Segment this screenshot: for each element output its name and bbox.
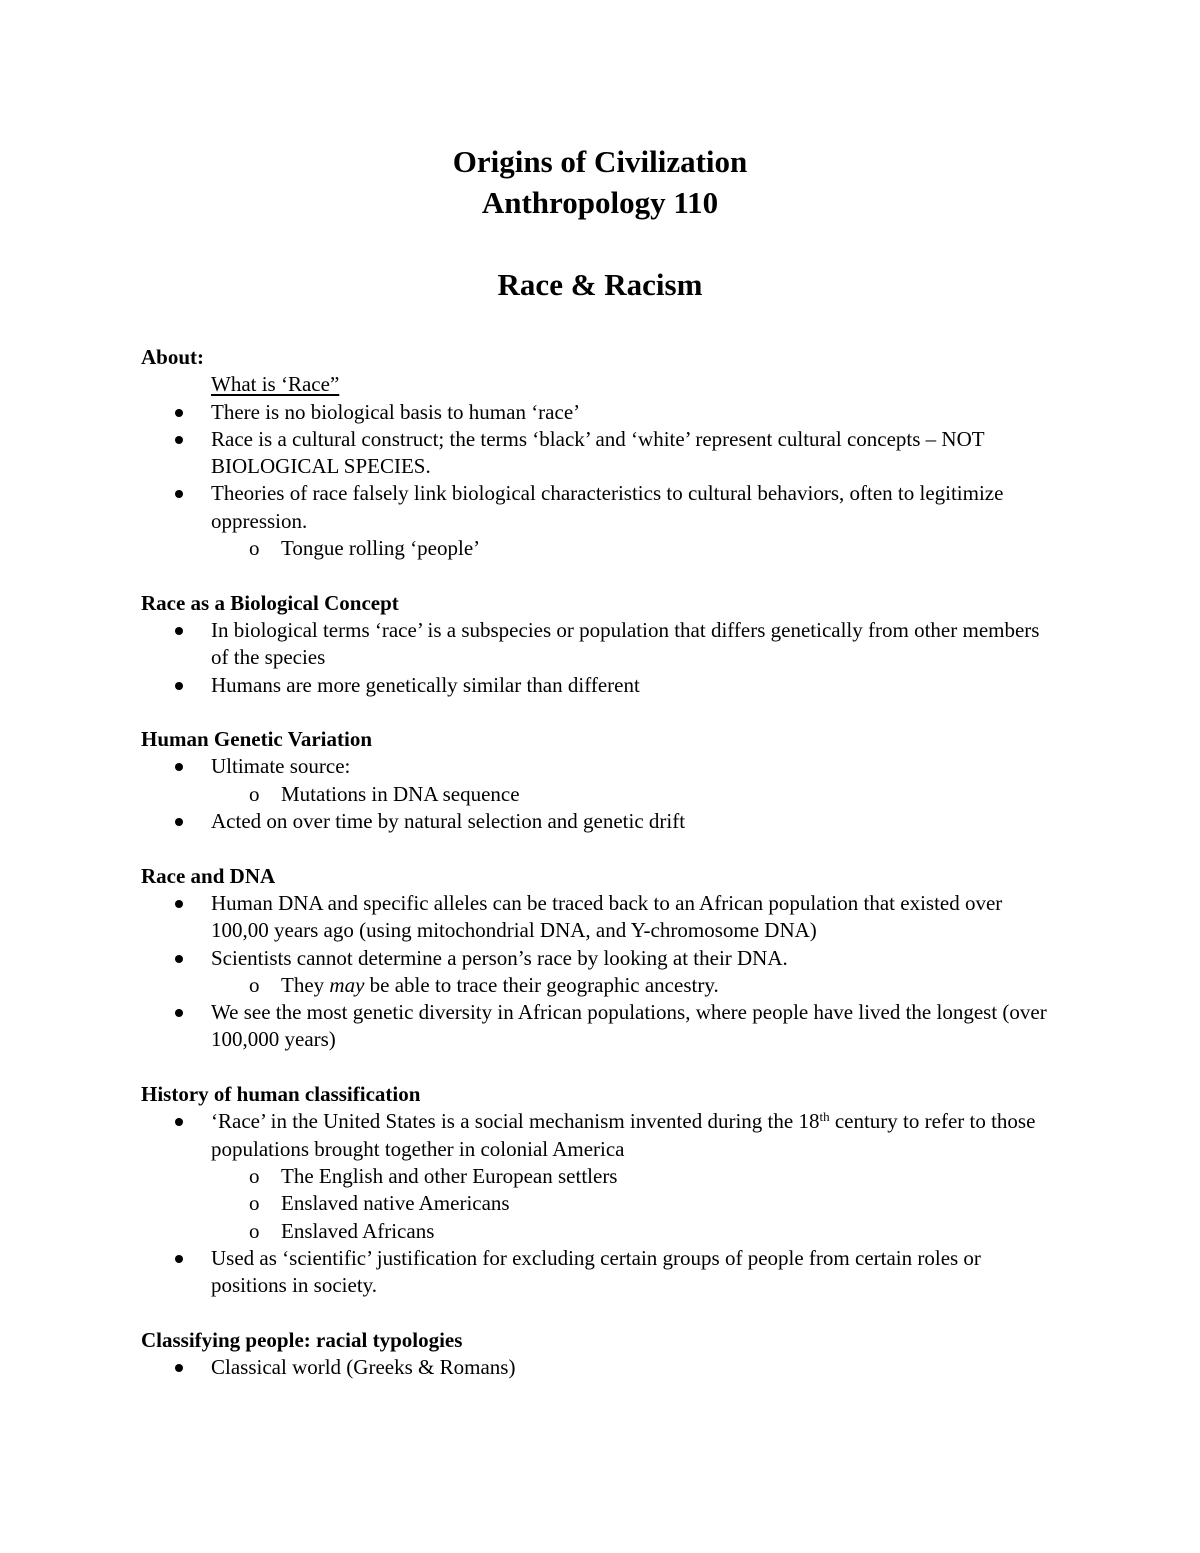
section-heading: History of human classification <box>141 1082 421 1107</box>
sub-list <box>211 781 1061 808</box>
sub-list-item <box>141 535 1061 562</box>
section-about <box>141 344 1061 562</box>
list-item-text: Ultimate source: <box>211 754 351 779</box>
subheading-underlined <box>141 371 1061 398</box>
section-heading: About: <box>141 345 205 369</box>
bullet-icon <box>175 490 183 498</box>
list-item-text: Scientists cannot determine a person’s race by looking at their DNA. <box>211 945 788 970</box>
list-item <box>141 1108 1061 1244</box>
section-racial-typologies <box>141 1327 1061 1382</box>
list-item <box>141 808 1061 835</box>
list-item-text: Used as ‘scientific’ justification for excluding certain groups of people from certain roles or positions in society. <box>211 1245 981 1298</box>
section-heading: Race as a Biological Concept <box>141 590 399 615</box>
section-heading: Human Genetic Variation <box>141 727 373 752</box>
section-genetic-variation <box>141 726 1061 835</box>
list-item <box>141 399 1061 426</box>
circle-bullet-icon: o <box>249 972 260 997</box>
bullet-icon <box>175 436 183 444</box>
list-item-text: Race is a cultural construct; the terms ‘black’ and ‘white’ represent cultural concepts – NOT BIOLOGICAL SPECIES. <box>211 426 985 479</box>
list-item <box>141 480 1061 562</box>
bullet-list <box>141 617 1061 699</box>
sub-list-item-text: Mutations in DNA sequence <box>281 781 520 806</box>
bullet-icon <box>175 763 183 771</box>
bullet-icon <box>175 627 183 635</box>
circle-bullet-icon: o <box>249 781 260 806</box>
bullet-list <box>141 1108 1061 1299</box>
bullet-icon <box>175 1364 183 1372</box>
list-item <box>141 426 1061 481</box>
list-item-text: There is no biological basis to human ‘race’ <box>211 399 581 424</box>
bullet-icon <box>175 682 183 690</box>
section-biological-concept <box>141 590 1061 699</box>
text-run: be able to trace their geographic ancestry. <box>364 972 719 997</box>
text-run: They <box>281 972 330 997</box>
bullet-icon <box>175 955 183 963</box>
text-run: century to refer to those populations brought together in colonial America <box>211 1109 1036 1161</box>
circle-bullet-icon: o <box>249 1191 260 1216</box>
section-heading: Classifying people: racial typologies <box>141 1327 463 1352</box>
circle-bullet-icon: o <box>249 1163 260 1188</box>
text-run: ‘Race’ in the United States is a social mechanism invented during the 18 <box>211 1109 820 1134</box>
sub-list-item <box>141 1163 1061 1190</box>
list-item <box>141 890 1061 945</box>
list-item <box>141 999 1061 1054</box>
superscript-text: th <box>819 1109 830 1125</box>
document-title: Origins of Civilization <box>452 144 748 179</box>
list-item-text: Human DNA and specific alleles can be traced back to an African population that existed over 100,00 years ago (using mitochondrial DNA, and Y-chromosome DNA) <box>211 890 1003 943</box>
sub-list <box>211 1163 1061 1245</box>
bullet-list <box>141 890 1061 1054</box>
bullet-list <box>141 1354 1061 1381</box>
bullet-icon <box>175 1118 183 1126</box>
sub-list-item <box>141 1218 1061 1245</box>
section-heading: Race and DNA <box>141 863 276 888</box>
bullet-icon <box>175 900 183 908</box>
list-item <box>141 1245 1061 1300</box>
circle-bullet-icon: o <box>249 536 260 561</box>
list-item-text <box>211 1109 1035 1160</box>
sub-list-item <box>141 781 1061 808</box>
document-body <box>141 344 1061 1409</box>
sub-list-item <box>141 1190 1061 1217</box>
bullet-icon <box>175 818 183 826</box>
sub-list-item-text: The English and other European settlers <box>281 1163 618 1188</box>
sub-list-item-text <box>211 972 1061 999</box>
list-item-text: Acted on over time by natural selection and genetic drift <box>211 809 686 834</box>
sub-list-item-text: Tongue rolling ‘people’ <box>281 536 481 561</box>
section-race-and-dna <box>141 863 1061 1054</box>
bullet-list <box>141 753 1061 835</box>
list-item-text: Humans are more genetically similar than different <box>211 672 640 697</box>
course-title: Anthropology 110 <box>481 185 719 220</box>
list-item-text: Theories of race falsely link biological characteristics to cultural behaviors, often to legitimize oppression. <box>211 481 1004 533</box>
bullet-icon <box>175 1255 183 1263</box>
section-history-classification <box>141 1081 1061 1299</box>
list-item-text: We see the most genetic diversity in African populations, where people have lived the longest (over 100,000 years) <box>211 1000 1047 1052</box>
lecture-title: Race & Racism <box>497 267 703 302</box>
circle-bullet-icon: o <box>249 1218 260 1243</box>
list-item <box>141 753 1061 808</box>
emphasis-text: may <box>329 972 365 997</box>
list-item <box>141 1354 1061 1381</box>
bullet-icon <box>175 1009 183 1017</box>
list-item-text: Classical world (Greeks & Romans) <box>211 1354 516 1379</box>
list-item <box>141 945 1061 1000</box>
sub-list-item-text: Enslaved Africans <box>281 1218 435 1243</box>
sub-list-item <box>141 972 1061 999</box>
list-item <box>141 672 1061 699</box>
bullet-icon <box>175 409 183 417</box>
sub-list <box>211 972 1061 999</box>
list-item <box>141 617 1061 672</box>
sub-list-item-text: Enslaved native Americans <box>281 1191 510 1216</box>
bullet-list <box>141 399 1061 563</box>
list-item-text: In biological terms ‘race’ is a subspecies or population that differs genetically from other members of the species <box>211 617 1040 670</box>
subheading-text: What is ‘Race” <box>211 372 340 397</box>
sub-list <box>211 535 1061 562</box>
